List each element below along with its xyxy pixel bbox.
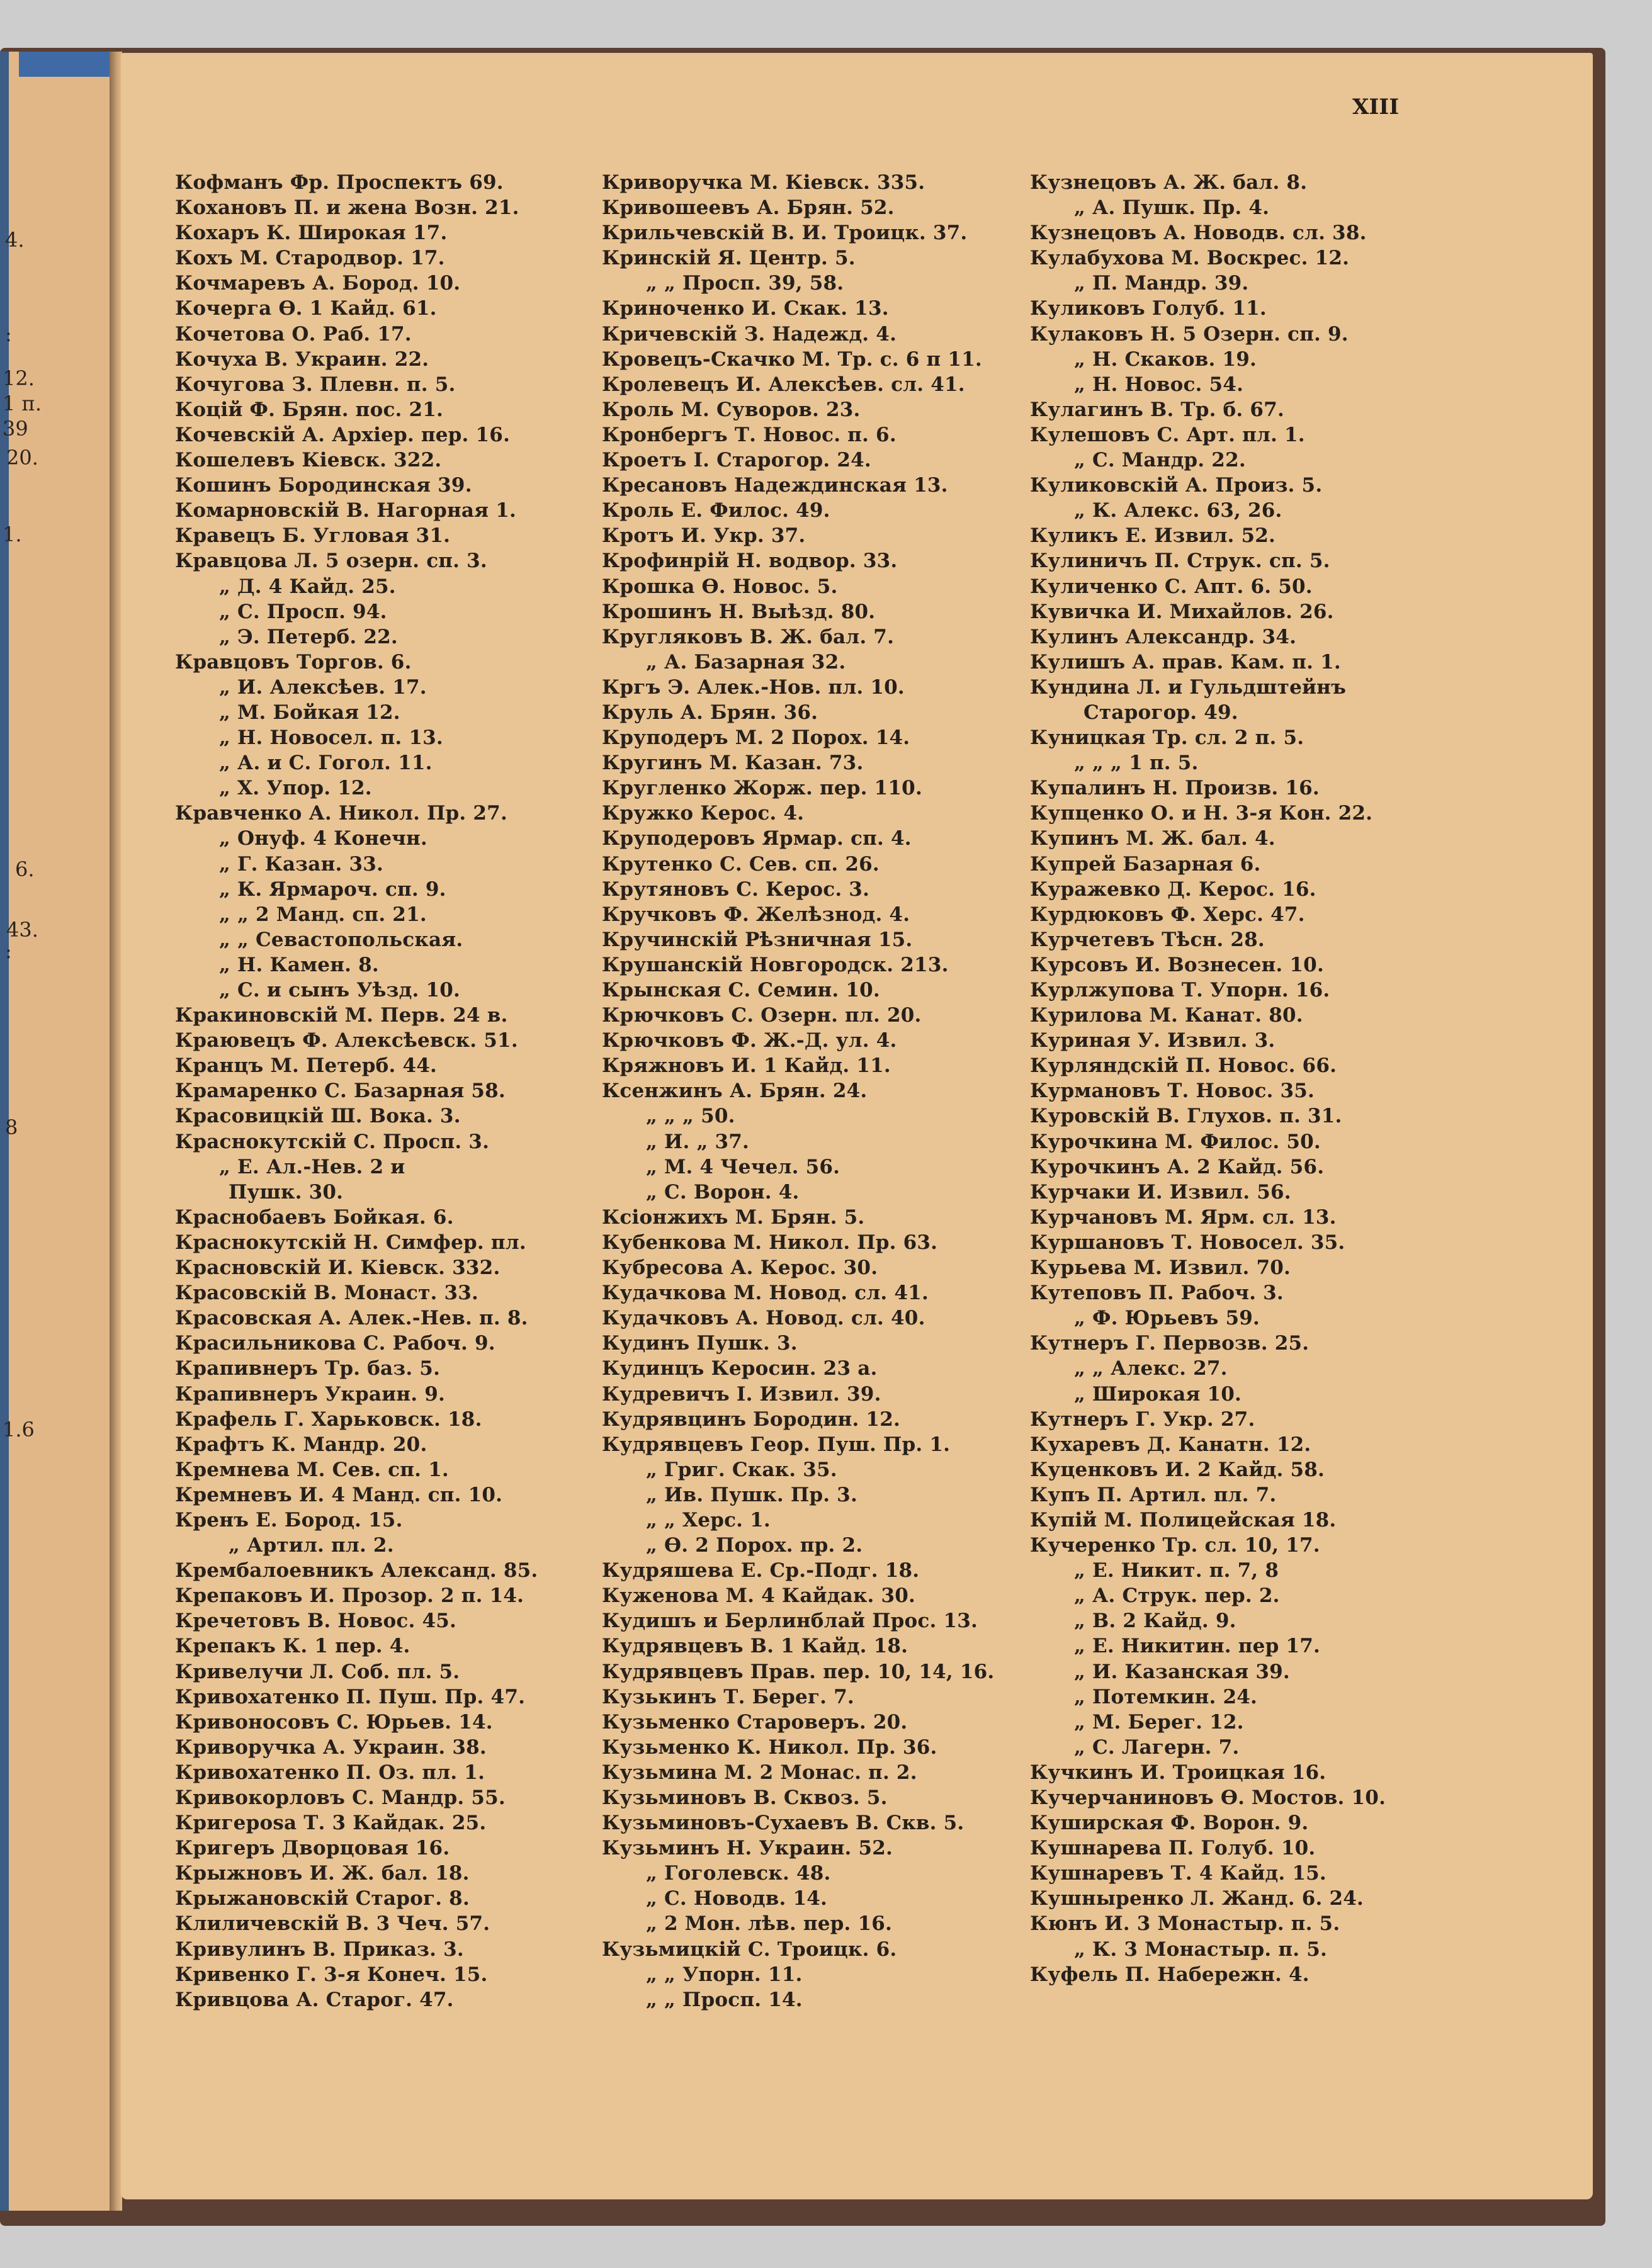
directory-entry: Кутнеръ Г. Укр. 27.	[1030, 1408, 1255, 1431]
directory-entry: Старогор. 49.	[1083, 701, 1238, 724]
left-fragment: 4.	[5, 228, 25, 252]
book-gutter	[110, 52, 122, 2211]
directory-entry: Краснокутскій С. Просп. 3.	[175, 1130, 490, 1153]
directory-entry: Курочкина М. Филос. 50.	[1030, 1130, 1321, 1153]
directory-entry: Купинъ М. Ж. бал. 4.	[1030, 827, 1276, 850]
directory-entry: Крапивнеръ Украин. 9.	[175, 1382, 445, 1406]
directory-entry: Кравецъ Б. Угловая 31.	[175, 524, 451, 548]
directory-entry: „ Артил. пл. 2.	[229, 1534, 394, 1557]
directory-entry: Кранцъ М. Петерб. 44.	[175, 1054, 438, 1078]
directory-entry: Крошка Ѳ. Новос. 5.	[602, 575, 838, 598]
directory-entry: Ксенжинъ А. Брян. 24.	[602, 1080, 868, 1103]
directory-entry: Кригеръ Дворцовая 16.	[175, 1837, 450, 1860]
directory-entry: Кохаръ К. Широкая 17.	[175, 222, 448, 245]
directory-entry: „ К. Ярмароч. сп. 9.	[219, 877, 446, 901]
column-2	[602, 170, 1017, 2012]
left-page-edge	[0, 52, 115, 2211]
directory-entry: Кузьмицкій С. Троицк. 6.	[602, 1938, 897, 1961]
directory-entry: „ Э. Петерб. 22.	[219, 625, 398, 648]
directory-entry: Криноченко И. Скак. 13.	[602, 297, 889, 320]
directory-entry: Кулиничъ П. Струк. сп. 5.	[1030, 550, 1330, 573]
directory-entry: Кузькинъ Т. Берег. 7.	[602, 1685, 854, 1708]
directory-entry: Кохъ М. Стародвор. 17.	[175, 247, 445, 270]
directory-entry: Куницкая Тр. сл. 2 п. 5.	[1030, 726, 1304, 750]
directory-entry: „ С. Новодв. 14.	[646, 1887, 827, 1910]
directory-entry: Крапивнеръ Тр. баз. 5.	[175, 1357, 441, 1380]
left-fragment: 1 п.	[3, 392, 42, 415]
directory-entry: „ Ив. Пушк. Пр. 3.	[646, 1483, 857, 1506]
directory-entry: Кривелучи Л. Соб. пл. 5.	[175, 1660, 460, 1683]
directory-entry: „ А. и С. Гогол. 11.	[219, 752, 433, 775]
directory-entry: „ К. 3 Монастыр. п. 5.	[1074, 1938, 1327, 1961]
directory-entry: Кругинъ М. Казан. 73.	[602, 752, 864, 775]
directory-entry: Кривоносовъ С. Юрьев. 14.	[175, 1710, 493, 1734]
directory-entry: Кудачковъ А. Новод. сл. 40.	[602, 1307, 925, 1330]
directory-entry: Кракиновскій М. Перв. 24 в.	[175, 1004, 508, 1027]
directory-entry: Крыжановскій Старог. 8.	[175, 1887, 470, 1910]
directory-entry: Кохановъ П. и жена Возн. 21.	[175, 196, 519, 220]
directory-entry: Крынская С. Семин. 10.	[602, 979, 880, 1001]
directory-entry: „ 2 Мон. лѣв. пер. 16.	[646, 1912, 893, 1936]
directory-entry: Кошелевъ Кіевск. 322.	[175, 449, 442, 472]
directory-entry: Курсовъ И. Вознесен. 10.	[1030, 953, 1324, 976]
directory-entry: „ Ф. Юрьевъ 59.	[1074, 1307, 1260, 1330]
directory-entry: Кротъ И. Укр. 37.	[602, 524, 806, 548]
directory-entry: Купценко О. и Н. 3-я Кон. 22.	[1030, 802, 1373, 825]
directory-entry: „ Х. Упор. 12.	[219, 777, 372, 800]
directory-entry: Кочмаревъ А. Бород. 10.	[175, 272, 461, 295]
directory-entry: Крепакъ К. 1 пер. 4.	[175, 1635, 410, 1658]
directory-entry: „ „ Алекс. 27.	[1074, 1357, 1228, 1380]
left-fragment: 1.6	[3, 1418, 35, 1441]
column-3	[1030, 170, 1471, 1987]
directory-entry: „ Г. Казан. 33.	[219, 852, 383, 876]
directory-entry: Крамаренко С. Базарная 58.	[175, 1080, 506, 1103]
directory-entry: Кухаревъ Д. Канатн. 12.	[1030, 1433, 1311, 1456]
directory-entry: „ И. Казанская 39.	[1074, 1660, 1290, 1683]
directory-entry: Кряжновъ И. 1 Кайд. 11.	[602, 1054, 891, 1078]
directory-entry: Кронбергъ Т. Новос. п. 6.	[602, 423, 897, 446]
directory-entry: „ Н. Камен. 8.	[219, 953, 379, 976]
directory-entry: Кринскій Я. Центр. 5.	[602, 247, 856, 270]
directory-entry: Краснобаевъ Бойкая. 6.	[175, 1205, 454, 1229]
directory-entry: Кузьменко Староверъ. 20.	[602, 1710, 908, 1734]
directory-entry: Красновскій И. Кіевск. 332.	[175, 1256, 501, 1280]
directory-entry: Кучеренко Тр. сл. 10, 17.	[1030, 1534, 1320, 1557]
directory-entry: Краювецъ Ф. Алексѣевск. 51.	[175, 1029, 518, 1052]
directory-entry: Круподеръ М. 2 Порох. 14.	[602, 726, 910, 750]
directory-entry: „ С. Просп. 94.	[219, 600, 387, 623]
directory-entry: Круподеровъ Ярмар. сп. 4.	[602, 827, 912, 850]
directory-entry: Крафель Г. Харьковск. 18.	[175, 1408, 482, 1431]
directory-entry: Красильникова С. Рабоч. 9.	[175, 1332, 495, 1355]
left-fragment: 8	[5, 1115, 18, 1139]
directory-entry: Криворучка А. Украин. 38.	[175, 1735, 487, 1759]
directory-entry: Кручковъ Ф. Желѣзнод. 4.	[602, 903, 910, 926]
directory-entry: Пушк. 30.	[229, 1180, 344, 1204]
directory-entry: „ С. Мандр. 22.	[1074, 449, 1246, 472]
directory-entry: Кюнъ И. 3 Монастыр. п. 5.	[1030, 1912, 1340, 1936]
directory-entry: Кочевскій А. Архіер. пер. 16.	[175, 423, 511, 446]
directory-entry: Крильчевскій В. И. Троицк. 37.	[602, 222, 968, 245]
directory-entry: Куровскій В. Глухов. п. 31.	[1030, 1105, 1342, 1128]
directory-entry: Кулешовъ С. Арт. пл. 1.	[1030, 423, 1305, 446]
directory-entry: Кремнева М. Сев. сп. 1.	[175, 1458, 449, 1481]
directory-entry: „ А. Струк. пер. 2.	[1074, 1584, 1280, 1608]
left-page-top-band	[19, 52, 115, 77]
directory-entry: Кролевецъ И. Алексѣев. сл. 41.	[602, 373, 965, 396]
left-fragment: 43.	[6, 918, 38, 942]
directory-entry: Клиличевскій В. 3 Чеч. 57.	[175, 1912, 490, 1936]
directory-entry: Кривошеевъ А. Брян. 52.	[602, 196, 895, 220]
directory-entry: „ А. Базарная 32.	[646, 650, 846, 674]
directory-entry: Кресановъ Надеждинская 13.	[602, 474, 948, 497]
directory-entry: „ М. 4 Чечел. 56.	[646, 1155, 840, 1178]
directory-entry: Курдюковъ Ф. Херс. 47.	[1030, 903, 1305, 926]
directory-entry: Кравченко А. Никол. Пр. 27.	[175, 802, 507, 825]
directory-entry: Кречетовъ В. Новос. 45.	[175, 1610, 456, 1633]
directory-entry: Курчановъ М. Ярм. сл. 13.	[1030, 1205, 1337, 1229]
directory-entry: Крембалоевникъ Александ. 85.	[175, 1559, 538, 1583]
directory-entry: Крошинъ Н. Выѣзд. 80.	[602, 600, 876, 623]
directory-entry: „ П. Мандр. 39.	[1074, 272, 1249, 295]
directory-entry: „ Онуф. 4 Конечн.	[219, 827, 427, 850]
directory-entry: „ Д. 4 Кайд. 25.	[219, 575, 396, 598]
directory-entry: Кривулинъ В. Приказ. 3.	[175, 1938, 464, 1961]
directory-entry: Кудрявцевъ Геор. Пуш. Пр. 1.	[602, 1433, 951, 1456]
directory-entry: Купалинъ Н. Произв. 16.	[1030, 777, 1320, 800]
directory-entry: Кулабухова М. Воскрес. 12.	[1030, 247, 1350, 270]
directory-entry: Кувичка И. Михайлов. 26.	[1030, 600, 1334, 623]
directory-entry: Крыжновъ И. Ж. бал. 18.	[175, 1862, 470, 1885]
directory-entry: „ „ Упорн. 11.	[646, 1963, 803, 1986]
left-fragment: 39	[3, 417, 28, 441]
directory-entry: „ М. Бойкая 12.	[219, 701, 400, 724]
directory-entry: Коцій Ф. Брян. пос. 21.	[175, 398, 444, 421]
directory-entry: Криворучка М. Кіевск. 335.	[602, 171, 925, 194]
directory-entry: Курлжупова Т. Упорн. 16.	[1030, 979, 1330, 1001]
directory-entry: Курьева М. Извил. 70.	[1030, 1256, 1291, 1280]
directory-entry: Кругляковъ В. Ж. бал. 7.	[602, 625, 895, 648]
directory-entry: Краснокутскій Н. Симфер. пл.	[175, 1231, 526, 1254]
directory-entry: Кузнецовъ А. Новодв. сл. 38.	[1030, 222, 1367, 245]
directory-entry: Куликовъ Голуб. 11.	[1030, 297, 1267, 320]
directory-entry: Крушанскій Новгородск. 213.	[602, 953, 949, 976]
directory-entry: Курляндскій П. Новос. 66.	[1030, 1054, 1337, 1078]
directory-entry: Курчетевъ Тѣсн. 28.	[1030, 928, 1265, 951]
directory-entry: Кровецъ-Скачко М. Тр. с. 6 п 11.	[602, 347, 982, 371]
directory-entry: Кригероsа Т. 3 Кайдак. 25.	[175, 1812, 487, 1835]
directory-entry: Красовицкій Ш. Вока. 3.	[175, 1105, 461, 1128]
directory-entry: Крючковъ С. Озерн. пл. 20.	[602, 1004, 922, 1027]
directory-entry: Кривенко Г. 3-я Конеч. 15.	[175, 1963, 488, 1986]
directory-entry: Красовская А. Алек.-Нев. п. 8.	[175, 1307, 528, 1330]
directory-entry: Крофинрій Н. водвор. 33.	[602, 550, 898, 573]
directory-entry: Кучерчаниновъ Ѳ. Мостов. 10.	[1030, 1786, 1386, 1809]
directory-entry: Кравцовъ Торгов. 6.	[175, 650, 412, 674]
directory-entry: „ „ 2 Манд. сп. 21.	[219, 903, 427, 926]
directory-entry: Кроль Е. Филос. 49.	[602, 499, 830, 522]
directory-entry: Курилова М. Канат. 80.	[1030, 1004, 1303, 1027]
directory-entry: „ „ Севастопольская.	[219, 928, 463, 951]
directory-entry: Кузьминъ Н. Украин. 52.	[602, 1837, 893, 1860]
directory-entry: Куширская Ф. Ворон. 9.	[1030, 1812, 1309, 1835]
directory-entry: Кофманъ Фр. Проспектъ 69.	[175, 171, 504, 194]
directory-entry: Кривохатенко П. Пуш. Пр. 47.	[175, 1685, 526, 1708]
directory-entry: Кузьминовъ-Сухаевъ В. Скв. 5.	[602, 1812, 965, 1835]
directory-entry: „ Н. Новос. 54.	[1074, 373, 1244, 396]
directory-entry: Кубресова А. Керос. 30.	[602, 1256, 878, 1280]
directory-entry: Кудрявцинъ Бородин. 12.	[602, 1408, 900, 1431]
directory-entry: Кутеповъ П. Рабоч. 3.	[1030, 1282, 1284, 1305]
directory-entry: Крутяновъ С. Керос. 3.	[602, 877, 870, 901]
directory-entry: „ „ „ 50.	[646, 1105, 735, 1128]
directory-entry: Кучкинъ И. Троицкая 16.	[1030, 1761, 1327, 1784]
page-number: XIII	[1352, 94, 1400, 120]
directory-entry: Кудрявцевъ Прав. пер. 10, 14, 16.	[602, 1660, 995, 1683]
directory-entry: Курчаки И. Извил. 56.	[1030, 1180, 1291, 1204]
directory-entry: Кривохатенко П. Оз. пл. 1.	[175, 1761, 485, 1784]
directory-entry: Куличенко С. Апт. 6. 50.	[1030, 575, 1313, 598]
directory-entry: Кушнарева П. Голуб. 10.	[1030, 1837, 1316, 1860]
directory-entry: Куфель П. Набережн. 4.	[1030, 1963, 1310, 1986]
directory-entry: Кремневъ И. 4 Манд. сп. 10.	[175, 1483, 503, 1506]
directory-entry: Кундина Л. и Гульдштейнъ	[1030, 675, 1347, 699]
left-fragment: :	[5, 322, 12, 346]
directory-entry: „ Е. Никит. п. 7, 8	[1074, 1559, 1279, 1583]
directory-entry: Кружко Керос. 4.	[602, 802, 805, 825]
directory-entry: Кузьмина М. 2 Монас. п. 2.	[602, 1761, 917, 1784]
directory-entry: Куликъ Е. Извил. 52.	[1030, 524, 1276, 548]
directory-entry: Красовскій В. Монаст. 33.	[175, 1282, 479, 1305]
directory-entry: Кроль М. Суворов. 23.	[602, 398, 861, 421]
directory-entry: Куриная У. Извил. 3.	[1030, 1029, 1276, 1052]
directory-entry: „ „ „ 1 п. 5.	[1074, 752, 1199, 775]
left-fragment: 6.	[15, 857, 35, 881]
directory-entry: Куликовскій А. Произ. 5.	[1030, 474, 1323, 497]
directory-entry: Комарновскій В. Нагорная 1.	[175, 499, 517, 522]
directory-entry: Кушнаревъ Т. 4 Кайд. 15.	[1030, 1862, 1327, 1885]
directory-entry: Крутенко С. Сев. сп. 26.	[602, 852, 880, 876]
directory-entry: Кочуха В. Украин. 22.	[175, 347, 429, 371]
directory-entry: Кривцова А. Старог. 47.	[175, 1988, 454, 2011]
directory-entry: Кругленко Жорж. пер. 110.	[602, 777, 922, 800]
directory-entry: Кренъ Е. Бород. 15.	[175, 1508, 403, 1532]
directory-entry: „ „ Херс. 1.	[646, 1508, 771, 1532]
directory-entry: Кручинскій Рѣзничная 15.	[602, 928, 913, 951]
directory-entry: Кушныренко Л. Жанд. 6. 24.	[1030, 1887, 1364, 1910]
directory-entry: „ И. „ 37.	[646, 1130, 750, 1153]
directory-entry: Кулагинъ В. Тр. б. 67.	[1030, 398, 1284, 421]
directory-entry: Куценковъ И. 2 Кайд. 58.	[1030, 1458, 1325, 1481]
column-1	[175, 170, 578, 2012]
directory-entry: „ Н. Новосел. п. 13.	[219, 726, 443, 750]
directory-entry: Кузьменко К. Никол. Пр. 36.	[602, 1735, 937, 1759]
directory-entry: „ Н. Скаков. 19.	[1074, 347, 1257, 371]
directory-entry: „ „ Просп. 14.	[646, 1988, 803, 2011]
directory-entry: Купъ П. Артил. пл. 7.	[1030, 1483, 1277, 1506]
left-fragment: 20.	[6, 446, 38, 470]
directory-entry: Круль А. Брян. 36.	[602, 701, 818, 724]
directory-entry: „ Григ. Скак. 35.	[646, 1458, 837, 1481]
directory-entry: Крепаковъ И. Прозор. 2 п. 14.	[175, 1584, 524, 1608]
directory-entry: Купій М. Полицейская 18.	[1030, 1508, 1337, 1532]
directory-entry: Кузьминовъ В. Сквоз. 5.	[602, 1786, 888, 1809]
directory-entry: „ „ Просп. 39, 58.	[646, 272, 844, 295]
directory-entry: Кочерга Ѳ. 1 Кайд. 61.	[175, 297, 437, 320]
left-fragment: :	[5, 939, 12, 963]
directory-entry: Кудревичъ І. Извил. 39.	[602, 1382, 881, 1406]
directory-entry: „ Е. Никитин. пер 17.	[1074, 1635, 1320, 1658]
directory-entry: Куршановъ Т. Новосел. 35.	[1030, 1231, 1345, 1254]
directory-entry: Кричевскій З. Надежд. 4.	[602, 322, 897, 346]
directory-entry: „ В. 2 Кайд. 9.	[1074, 1610, 1236, 1633]
directory-entry: „ М. Берег. 12.	[1074, 1710, 1244, 1734]
directory-entry: „ С. Лагерн. 7.	[1074, 1735, 1240, 1759]
directory-entry: „ Е. Ал.-Нев. 2 и	[219, 1155, 405, 1178]
directory-entry: Кочугова З. Плевн. п. 5.	[175, 373, 456, 396]
directory-entry: „ С. и сынъ Уѣзд. 10.	[219, 979, 460, 1001]
directory-entry: Кравцова Л. 5 озерн. сп. 3.	[175, 550, 487, 573]
directory-entry: Крючковъ Ф. Ж.-Д. ул. 4.	[602, 1029, 897, 1052]
directory-entry: Кузнецовъ А. Ж. бал. 8.	[1030, 171, 1308, 194]
directory-entry: Купрей Базарная 6.	[1030, 852, 1261, 876]
directory-entry: Кулинъ Александр. 34.	[1030, 625, 1297, 648]
directory-entry: Ксіонжихъ М. Брян. 5.	[602, 1205, 865, 1229]
directory-entry: Кулаковъ Н. 5 Озерн. сп. 9.	[1030, 322, 1349, 346]
left-fragment: 1.	[3, 522, 22, 546]
directory-entry: Кочетова О. Раб. 17.	[175, 322, 412, 346]
directory-entry: „ Гоголевск. 48.	[646, 1862, 831, 1885]
directory-entry: Кулишъ А. прав. Кам. п. 1.	[1030, 650, 1341, 674]
directory-entry: Кудинъ Пушк. 3.	[602, 1332, 798, 1355]
directory-entry: Кудинцъ Керосин. 23 а.	[602, 1357, 878, 1380]
directory-entry: „ А. Пушк. Пр. 4.	[1074, 196, 1270, 220]
directory-entry: Кошинъ Бородинская 39.	[175, 474, 472, 497]
directory-entry: Кргъ Э. Алек.-Нов. пл. 10.	[602, 675, 905, 699]
directory-entry: Кудрявцевъ В. 1 Кайд. 18.	[602, 1635, 908, 1658]
directory-entry: Кудачкова М. Новод. сл. 41.	[602, 1282, 929, 1305]
directory-entry: „ К. Алекс. 63, 26.	[1074, 499, 1282, 522]
directory-entry: „ Широкая 10.	[1074, 1382, 1242, 1406]
directory-entry: Кроетъ І. Старогор. 24.	[602, 449, 871, 472]
directory-entry: Курмановъ Т. Новос. 35.	[1030, 1080, 1315, 1103]
left-fragment: 12.	[3, 366, 35, 390]
directory-entry: „ С. Ворон. 4.	[646, 1180, 800, 1204]
directory-entry: Крафтъ К. Мандр. 20.	[175, 1433, 427, 1456]
directory-entry: Кудишъ и Берлинблай Прос. 13.	[602, 1610, 978, 1633]
directory-entry: Курочкинъ А. 2 Кайд. 56.	[1030, 1155, 1325, 1178]
directory-entry: „ Потемкин. 24.	[1074, 1685, 1258, 1708]
directory-entry: Кривокорловъ С. Мандр. 55.	[175, 1786, 506, 1809]
directory-entry: Куженова М. 4 Кайдак. 30.	[602, 1584, 916, 1608]
directory-entry: „ Ѳ. 2 Порох. пр. 2.	[646, 1534, 863, 1557]
directory-entry: Кубенкова М. Никол. Пр. 63.	[602, 1231, 938, 1254]
directory-entry: Кутнеръ Г. Первозв. 25.	[1030, 1332, 1310, 1355]
directory-entry: Кудряшева Е. Ср.-Подг. 18.	[602, 1559, 920, 1583]
directory-entry: „ И. Алексѣев. 17.	[219, 675, 427, 699]
directory-entry: Куражевко Д. Керос. 16.	[1030, 877, 1316, 901]
